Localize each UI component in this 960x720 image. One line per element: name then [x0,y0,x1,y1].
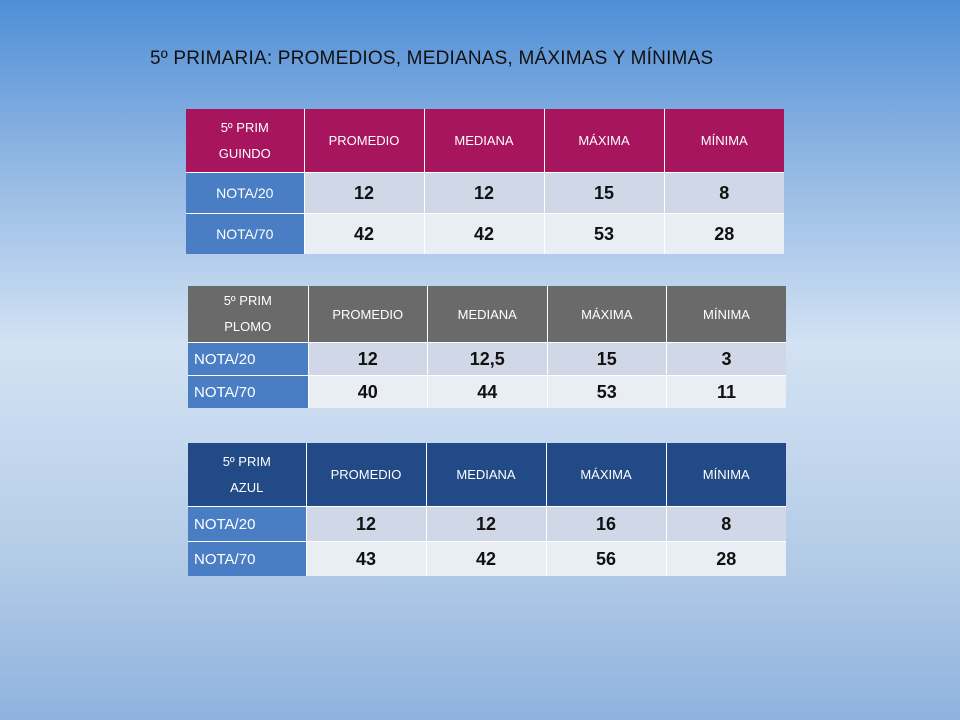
table-row [188,343,786,376]
row-label: NOTA/20 [188,343,308,376]
cell-maxima: 53 [544,214,664,255]
table-row [188,376,786,409]
table-header-row [188,443,786,507]
column-header-promedio: PROMEDIO [306,443,426,507]
cell-promedio: 43 [306,542,426,577]
cell-mediana: 12 [424,173,544,214]
cell-mediana: 12 [426,507,546,542]
cell-minima: 8 [666,507,786,542]
cell-mediana: 42 [424,214,544,255]
cell-maxima: 56 [546,542,666,577]
cell-mediana: 42 [426,542,546,577]
cell-minima: 28 [666,542,786,577]
row-label: NOTA/70 [186,214,304,255]
cell-promedio: 12 [308,343,428,376]
group-header-cell [186,109,304,173]
cell-minima: 28 [664,214,784,255]
group-header-cell [188,443,306,507]
cell-minima: 11 [667,376,787,409]
column-header-minima: MÍNIMA [664,109,784,173]
table-header-row [188,286,786,343]
group-header-cell [188,286,308,343]
table-row [186,214,784,255]
table-row [188,542,786,577]
column-header-maxima: MÁXIMA [544,109,664,173]
column-header-maxima: MÁXIMA [547,286,667,343]
cell-mediana: 44 [428,376,548,409]
row-label: NOTA/70 [188,376,308,409]
group-label-line2: GUINDO [218,145,271,161]
table-header-row [186,109,784,173]
row-label: NOTA/70 [188,542,306,577]
column-header-mediana: MEDIANA [424,109,544,173]
column-header-maxima: MÁXIMA [546,443,666,507]
cell-mediana: 12,5 [428,343,548,376]
column-header-promedio: PROMEDIO [304,109,424,173]
group-label-line1: 5º PRIM [222,453,271,469]
cell-promedio: 40 [308,376,428,409]
group-label-line1: 5º PRIM [220,119,269,135]
cell-minima: 8 [664,173,784,214]
cell-maxima: 15 [547,343,667,376]
stats-table-azul [188,443,786,576]
column-header-minima: MÍNIMA [666,443,786,507]
group-label-line2: PLOMO [224,319,272,334]
row-label: NOTA/20 [188,507,306,542]
cell-promedio: 12 [306,507,426,542]
stats-table-plomo [188,286,786,408]
table-row [188,507,786,542]
stats-table-guindo [186,109,784,254]
table-row [186,173,784,214]
page-title: 5º PRIMARIA: PROMEDIOS, MEDIANAS, MÁXIMAS Y MÍNIMAS [150,48,714,69]
column-header-mediana: MEDIANA [426,443,546,507]
group-label-line2: AZUL [230,479,264,495]
cell-maxima: 53 [547,376,667,409]
cell-maxima: 15 [544,173,664,214]
column-header-mediana: MEDIANA [428,286,548,343]
column-header-minima: MÍNIMA [667,286,787,343]
cell-promedio: 42 [304,214,424,255]
column-header-promedio: PROMEDIO [308,286,428,343]
row-label: NOTA/20 [186,173,304,214]
group-label-line1: 5º PRIM [223,293,272,308]
cell-maxima: 16 [546,507,666,542]
cell-minima: 3 [667,343,787,376]
cell-promedio: 12 [304,173,424,214]
